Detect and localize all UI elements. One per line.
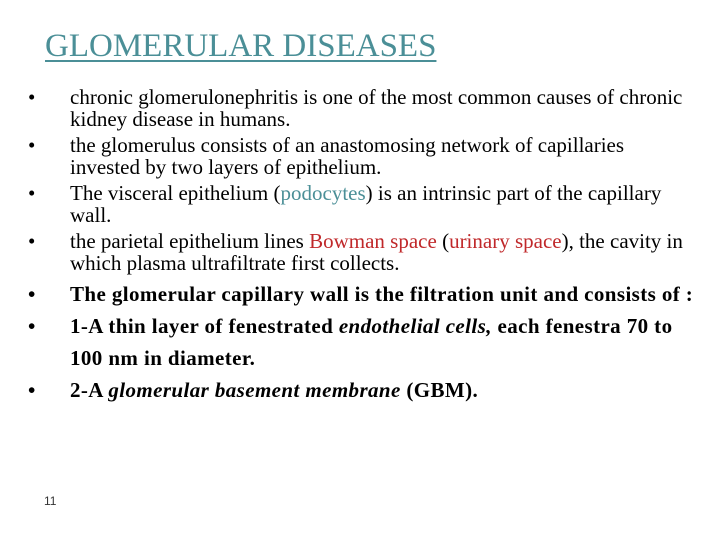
slide-title: GLOMERULAR DISEASES: [45, 28, 437, 64]
bullet-text: (GBM).: [400, 378, 479, 402]
bullet-list: [28, 86, 698, 406]
bullet-text: chronic glomerulonephritis is one of the most common causes of chronic kidney disease in humans.: [70, 85, 683, 131]
bullet-text: 1-A thin layer of fenestrated: [70, 314, 339, 338]
bullet-item: [28, 374, 698, 406]
highlight-urinary-space: urinary space: [449, 229, 562, 253]
bullet-text: the glomerulus consists of an anastomosing network of capillaries invested by two layers of epithelium.: [70, 133, 625, 179]
bullet-dot: •: [28, 314, 36, 338]
bullet-item: [28, 278, 698, 310]
emphasis-endothelial-cells: endothelial cells,: [338, 314, 492, 338]
bullet-dot: •: [28, 378, 36, 402]
bullet-dot: •: [28, 85, 36, 109]
page-number: 11: [44, 494, 57, 508]
highlight-podocytes: podocytes: [280, 181, 366, 205]
bullet-item: [28, 182, 698, 226]
bullet-text: ) is an intrinsic part of the capillary wall.: [70, 181, 662, 227]
bullet-item: [28, 134, 698, 178]
bullet-item: [28, 230, 698, 274]
bullet-text: 2-A: [70, 378, 109, 402]
bullet-item: [28, 310, 698, 374]
bullet-text: each fenestra 70 to 100 nm in diameter.: [70, 314, 673, 370]
bullet-text: the parietal epithelium lines: [70, 229, 310, 253]
bullet-text: ), the cavity in which plasma ultrafiltrate first collects.: [70, 229, 683, 275]
emphasis-gbm: glomerular basement membrane: [108, 378, 401, 402]
bullet-text: (: [436, 229, 450, 253]
bullet-dot: •: [28, 181, 36, 205]
bullet-dot: •: [28, 229, 36, 253]
bullet-dot: •: [28, 282, 36, 306]
bullet-item: [28, 86, 698, 130]
highlight-bowman-space: Bowman space: [309, 229, 437, 253]
bullet-text: The glomerular capillary wall is the filtration unit and consists of :: [70, 282, 694, 306]
bullet-text: The visceral epithelium (: [70, 181, 281, 205]
bullet-dot: •: [28, 133, 36, 157]
